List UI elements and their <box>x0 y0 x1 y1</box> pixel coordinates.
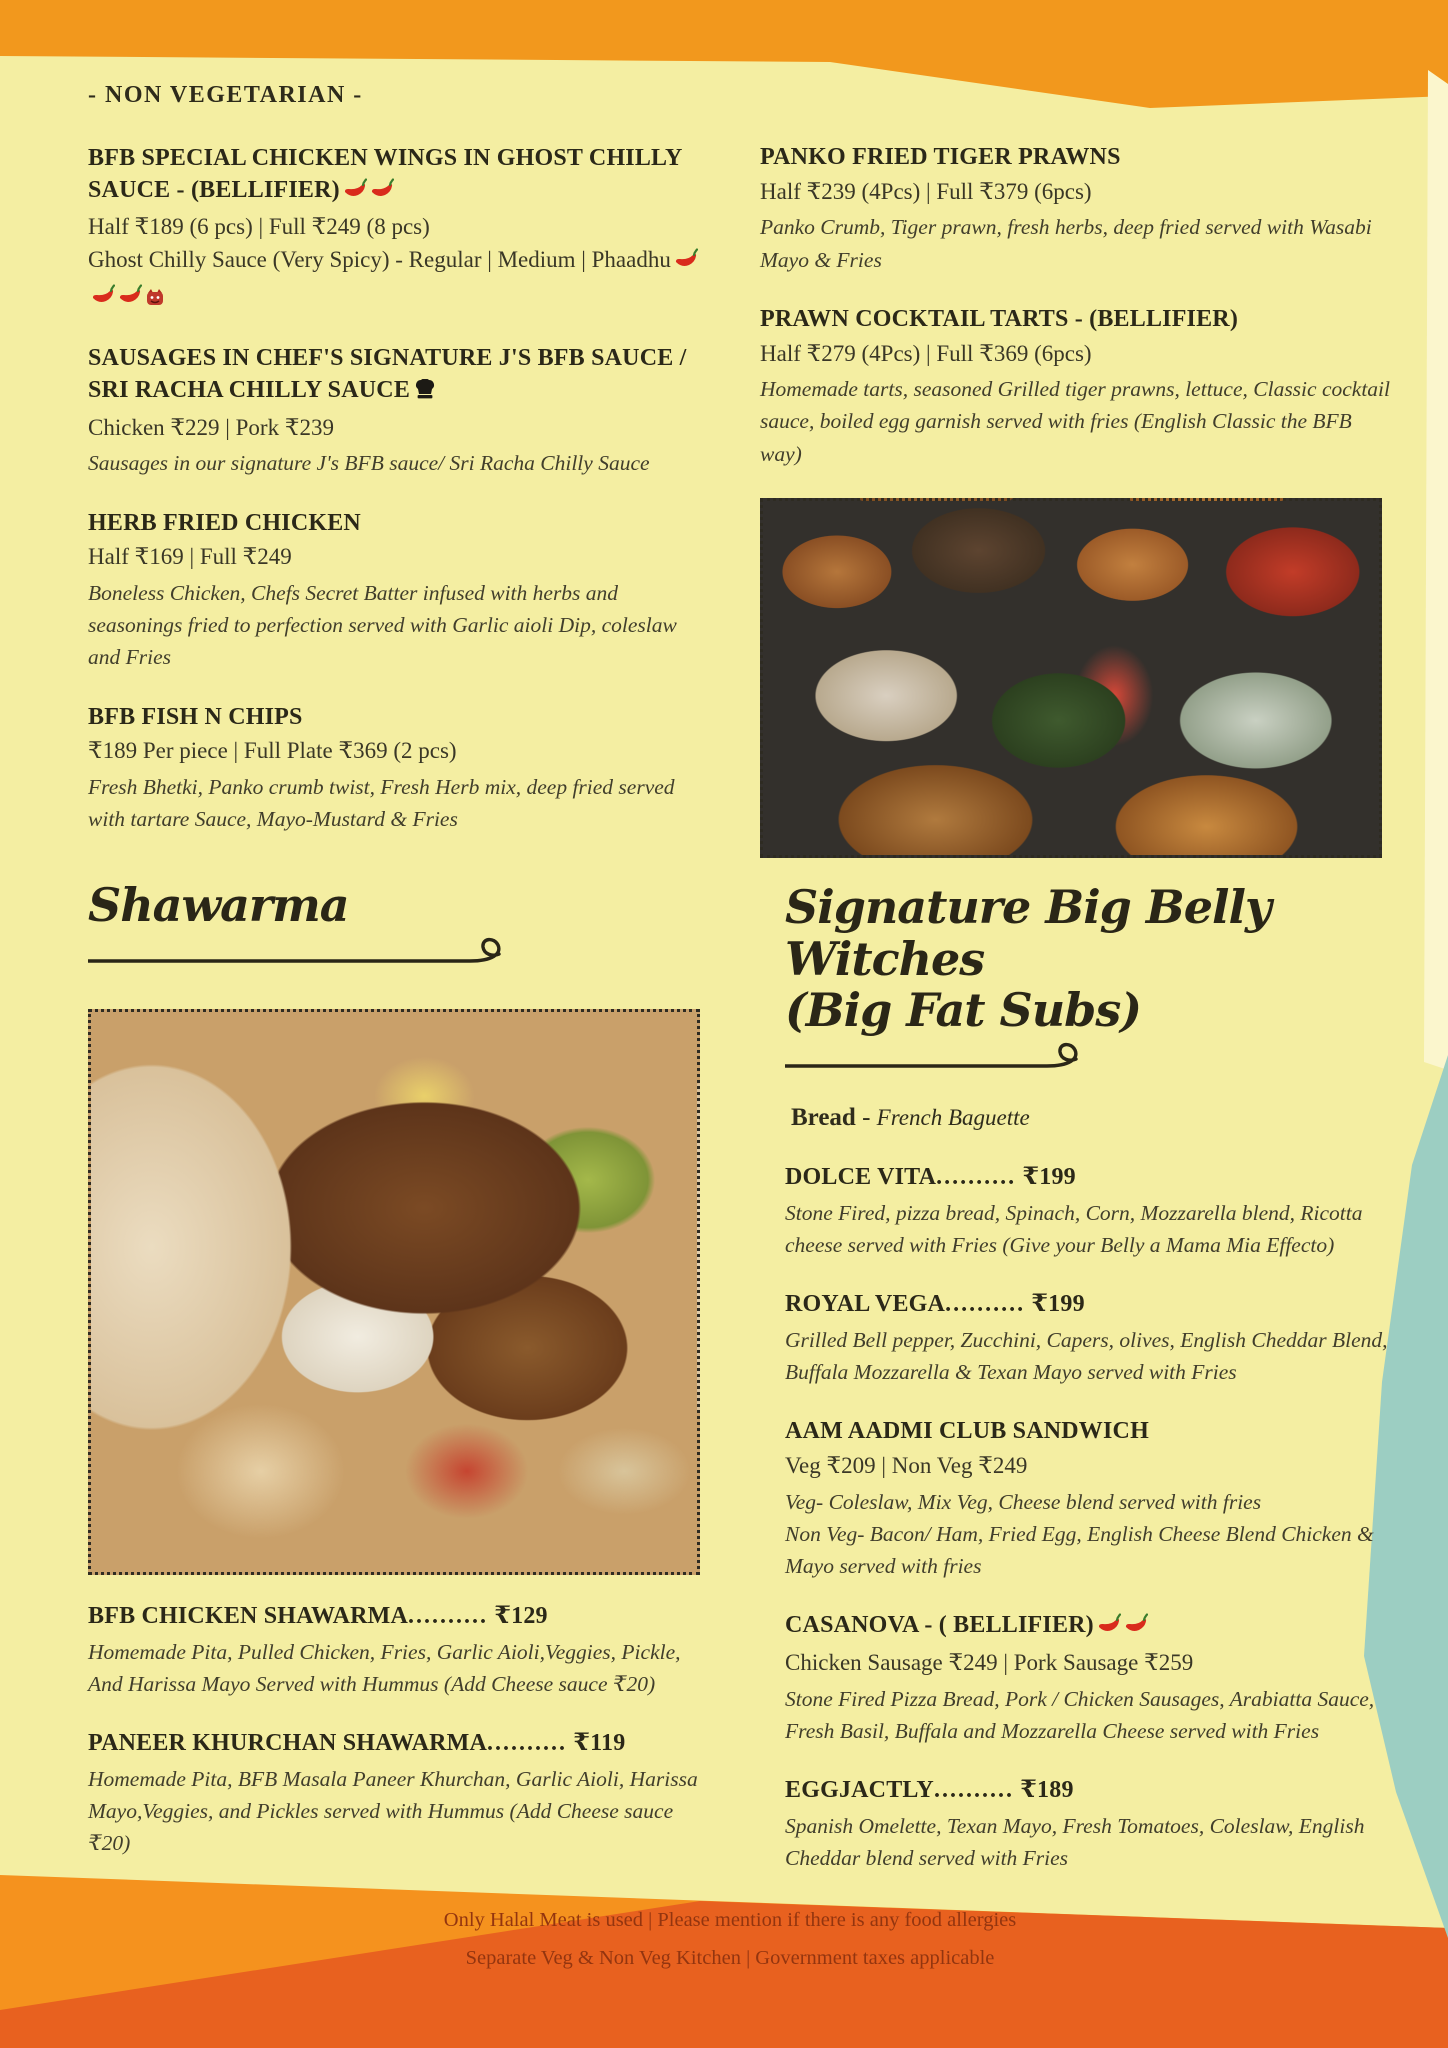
item-price: ₹129 <box>494 1603 548 1630</box>
menu-item-panko-prawns <box>760 142 1392 276</box>
heading-underline-flourish <box>785 1040 1085 1072</box>
item-description: Homemade Pita, BFB Masala Paneer Khurchan, Garlic Aioli, Harissa Mayo,Veggies, and Pickles served with Hummus (Add Cheese sauce ₹20) <box>88 1766 698 1856</box>
item-title: HERB FRIED CHICKEN <box>88 509 361 536</box>
bruschetta-tarts-photo <box>760 498 1382 858</box>
menu-item-aam-aadmi-club-sandwich <box>785 1416 1413 1582</box>
shawarma-heading <box>88 880 706 983</box>
chili-icon <box>91 283 115 316</box>
item-description: Boneless Chicken, Chefs Secret Batter infused with herbs and seasonings fried to perfection served with Garlic aioli Dip, coleslaw and Fries <box>88 580 677 670</box>
item-price: ₹189 Per piece | Full Plate ₹369 (2 pcs) <box>88 738 457 764</box>
footer-line2: Separate Veg & Non Veg Kitchen | Government taxes applicable <box>465 1946 995 1969</box>
item-title <box>785 1162 1413 1194</box>
item-title <box>785 1610 1413 1645</box>
item-price: Veg ₹209 | Non Veg ₹249 <box>785 1453 1028 1479</box>
item-title <box>88 1601 706 1633</box>
shawarma-heading-text: Shawarma <box>88 878 349 932</box>
subs-heading-line1: Signature Big Belly Witches <box>785 880 1271 986</box>
item-spice-note-text: Ghost Chilly Sauce (Very Spicy) - Regular | Medium | Phaadhu <box>88 247 671 272</box>
item-title: PRAWN COCKTAIL TARTS - (BELLIFIER) <box>760 305 1239 332</box>
subs-section <box>785 882 1413 1902</box>
item-description-veg: Veg- Coleslaw, Mix Veg, Cheese blend served with fries <box>785 1489 1262 1514</box>
item-name: EGGJACTLY <box>785 1777 934 1804</box>
item-description: Stone Fired, pizza bread, Spinach, Corn, Mozzarella blend, Ricotta cheese served with Fries (Give your Belly a Mama Mia Effecto) <box>785 1200 1363 1257</box>
item-price: ₹199 <box>1031 1291 1085 1318</box>
item-title: AAM AADMI CLUB SANDWICH <box>785 1418 1149 1445</box>
item-title <box>88 143 706 209</box>
menu-item-paneer-shawarma <box>88 1728 706 1859</box>
item-description: Homemade tarts, seasoned Grilled tiger prawns, lettuce, Classic cocktail sauce, boiled egg garnish served with fries (English Classic the BFB way) <box>760 377 1390 466</box>
item-price: Chicken ₹229 | Pork ₹239 <box>88 414 334 440</box>
item-description: Fresh Bhetki, Panko crumb twist, Fresh Herb mix, deep fried served with tartare Sauce, Mayo-Mustard & Fries <box>88 774 675 832</box>
dotted-leader: .......... <box>945 1291 1026 1318</box>
chili-icon <box>343 178 367 210</box>
item-price: Half ₹239 (4Pcs) | Full ₹379 (6pcs) <box>760 178 1092 204</box>
item-price: Half ₹189 (6 pcs) | Full ₹249 (8 pcs) <box>88 214 430 240</box>
menu-item-eggjactly <box>785 1775 1413 1874</box>
item-title: BFB FISH N CHIPS <box>88 703 303 730</box>
item-name: PANEER KHURCHAN SHAWARMA <box>88 1730 488 1757</box>
bread-separator: - <box>855 1104 877 1132</box>
item-title-text: BFB SPECIAL CHICKEN WINGS IN GHOST CHILLY SAUCE - (BELLIFIER) <box>88 145 682 203</box>
item-price: Half ₹169 | Full ₹249 <box>88 544 292 570</box>
item-price: ₹199 <box>1022 1164 1076 1191</box>
subs-heading <box>785 882 1413 1088</box>
item-price: ₹119 <box>573 1730 626 1757</box>
item-name: BFB CHICKEN SHAWARMA <box>88 1603 409 1630</box>
subs-items <box>785 1162 1413 1874</box>
item-description: Grilled Bell pepper, Zucchini, Capers, olives, English Cheddar Blend, Buffala Mozzarella & Texan Mayo served with Fries <box>785 1327 1388 1385</box>
footer-line1: Only Halal Meat is used | Please mention if there is any food allergies <box>443 1909 1017 1931</box>
item-name: CASANOVA - ( BELLIFIER) <box>785 1612 1094 1639</box>
item-title <box>88 343 706 409</box>
item-description: Stone Fired Pizza Bread, Pork / Chicken Sausages, Arabiatta Sauce, Fresh Basil, Buffala and Mozzarella Cheese served with Fries <box>785 1686 1375 1744</box>
nonveg-section-heading: - NON VEGETARIAN - <box>88 82 363 108</box>
chili-icon <box>674 247 698 280</box>
dotted-leader: .......... <box>487 1730 568 1757</box>
item-description: Spanish Omelette, Texan Mayo, Fresh Tomatoes, Coleslaw, English Cheddar blend served with Fries <box>785 1813 1365 1871</box>
menu-item-sausages <box>88 343 706 479</box>
devil-face-icon <box>145 283 165 316</box>
chili-icon <box>1124 1613 1148 1645</box>
item-price: Half ₹279 (4Pcs) | Full ₹369 (6pcs) <box>760 340 1092 366</box>
bread-label: Bread <box>791 1104 856 1132</box>
item-title <box>785 1775 1413 1807</box>
chili-icon <box>1097 1613 1121 1645</box>
item-title <box>88 1728 706 1760</box>
menu-item-herb-fried-chicken <box>88 508 706 674</box>
item-description: Sausages in our signature J's BFB sauce/ Sri Racha Chilly Sauce <box>88 451 650 476</box>
item-description: Homemade Pita, Pulled Chicken, Fries, Garlic Aioli,Veggies, Pickle, And Harissa Mayo Served with Hummus (Add Cheese sauce ₹20) <box>88 1639 681 1696</box>
menu-item-chicken-wings <box>88 143 706 315</box>
item-price: Chicken Sausage ₹249 | Pork Sausage ₹259 <box>785 1650 1194 1676</box>
footer-notes <box>280 1902 1180 1978</box>
menu-item-chicken-shawarma <box>88 1601 706 1700</box>
menu-item-casanova <box>785 1610 1413 1747</box>
item-description: Panko Crumb, Tiger prawn, fresh herbs, deep fried served with Wasabi Mayo & Fries <box>760 215 1372 272</box>
dotted-leader: .......... <box>408 1603 489 1630</box>
menu-item-royal-vega <box>785 1289 1413 1388</box>
heading-underline-flourish <box>88 935 508 967</box>
item-description-nonveg: Non Veg- Bacon/ Ham, Fried Egg, English Cheese Blend Chicken & Mayo served with fries <box>785 1521 1374 1579</box>
menu-item-prawn-cocktail-tarts <box>760 304 1392 470</box>
nonveg-left-column <box>88 82 706 863</box>
item-spice-note <box>88 244 706 315</box>
item-name: DOLCE VITA <box>785 1164 937 1191</box>
item-name: ROYAL VEGA <box>785 1291 946 1318</box>
item-title: PANKO FRIED TIGER PRAWNS <box>760 144 1121 170</box>
subs-heading-line2: (Big Fat Subs) <box>785 983 1141 1038</box>
menu-item-dolce-vita <box>785 1162 1413 1261</box>
dotted-leader: .......... <box>936 1164 1017 1191</box>
shawarma-section <box>88 880 706 1888</box>
shawarma-photo <box>88 1009 700 1575</box>
bread-value: French Baguette <box>876 1105 1030 1131</box>
dotted-leader: .......... <box>933 1777 1014 1804</box>
item-title <box>785 1289 1413 1321</box>
bread-info <box>791 1104 1413 1132</box>
item-price: ₹189 <box>1020 1777 1074 1804</box>
nonveg-right-column <box>760 142 1392 858</box>
menu-item-fish-n-chips <box>88 702 706 836</box>
item-title-text: SAUSAGES IN CHEF'S SIGNATURE J'S BFB SAUCE / SRI RACHA CHILLY SAUCE <box>88 345 687 403</box>
chili-icon <box>118 283 142 316</box>
chili-icon <box>370 178 394 210</box>
chef-hat-icon <box>413 378 437 410</box>
